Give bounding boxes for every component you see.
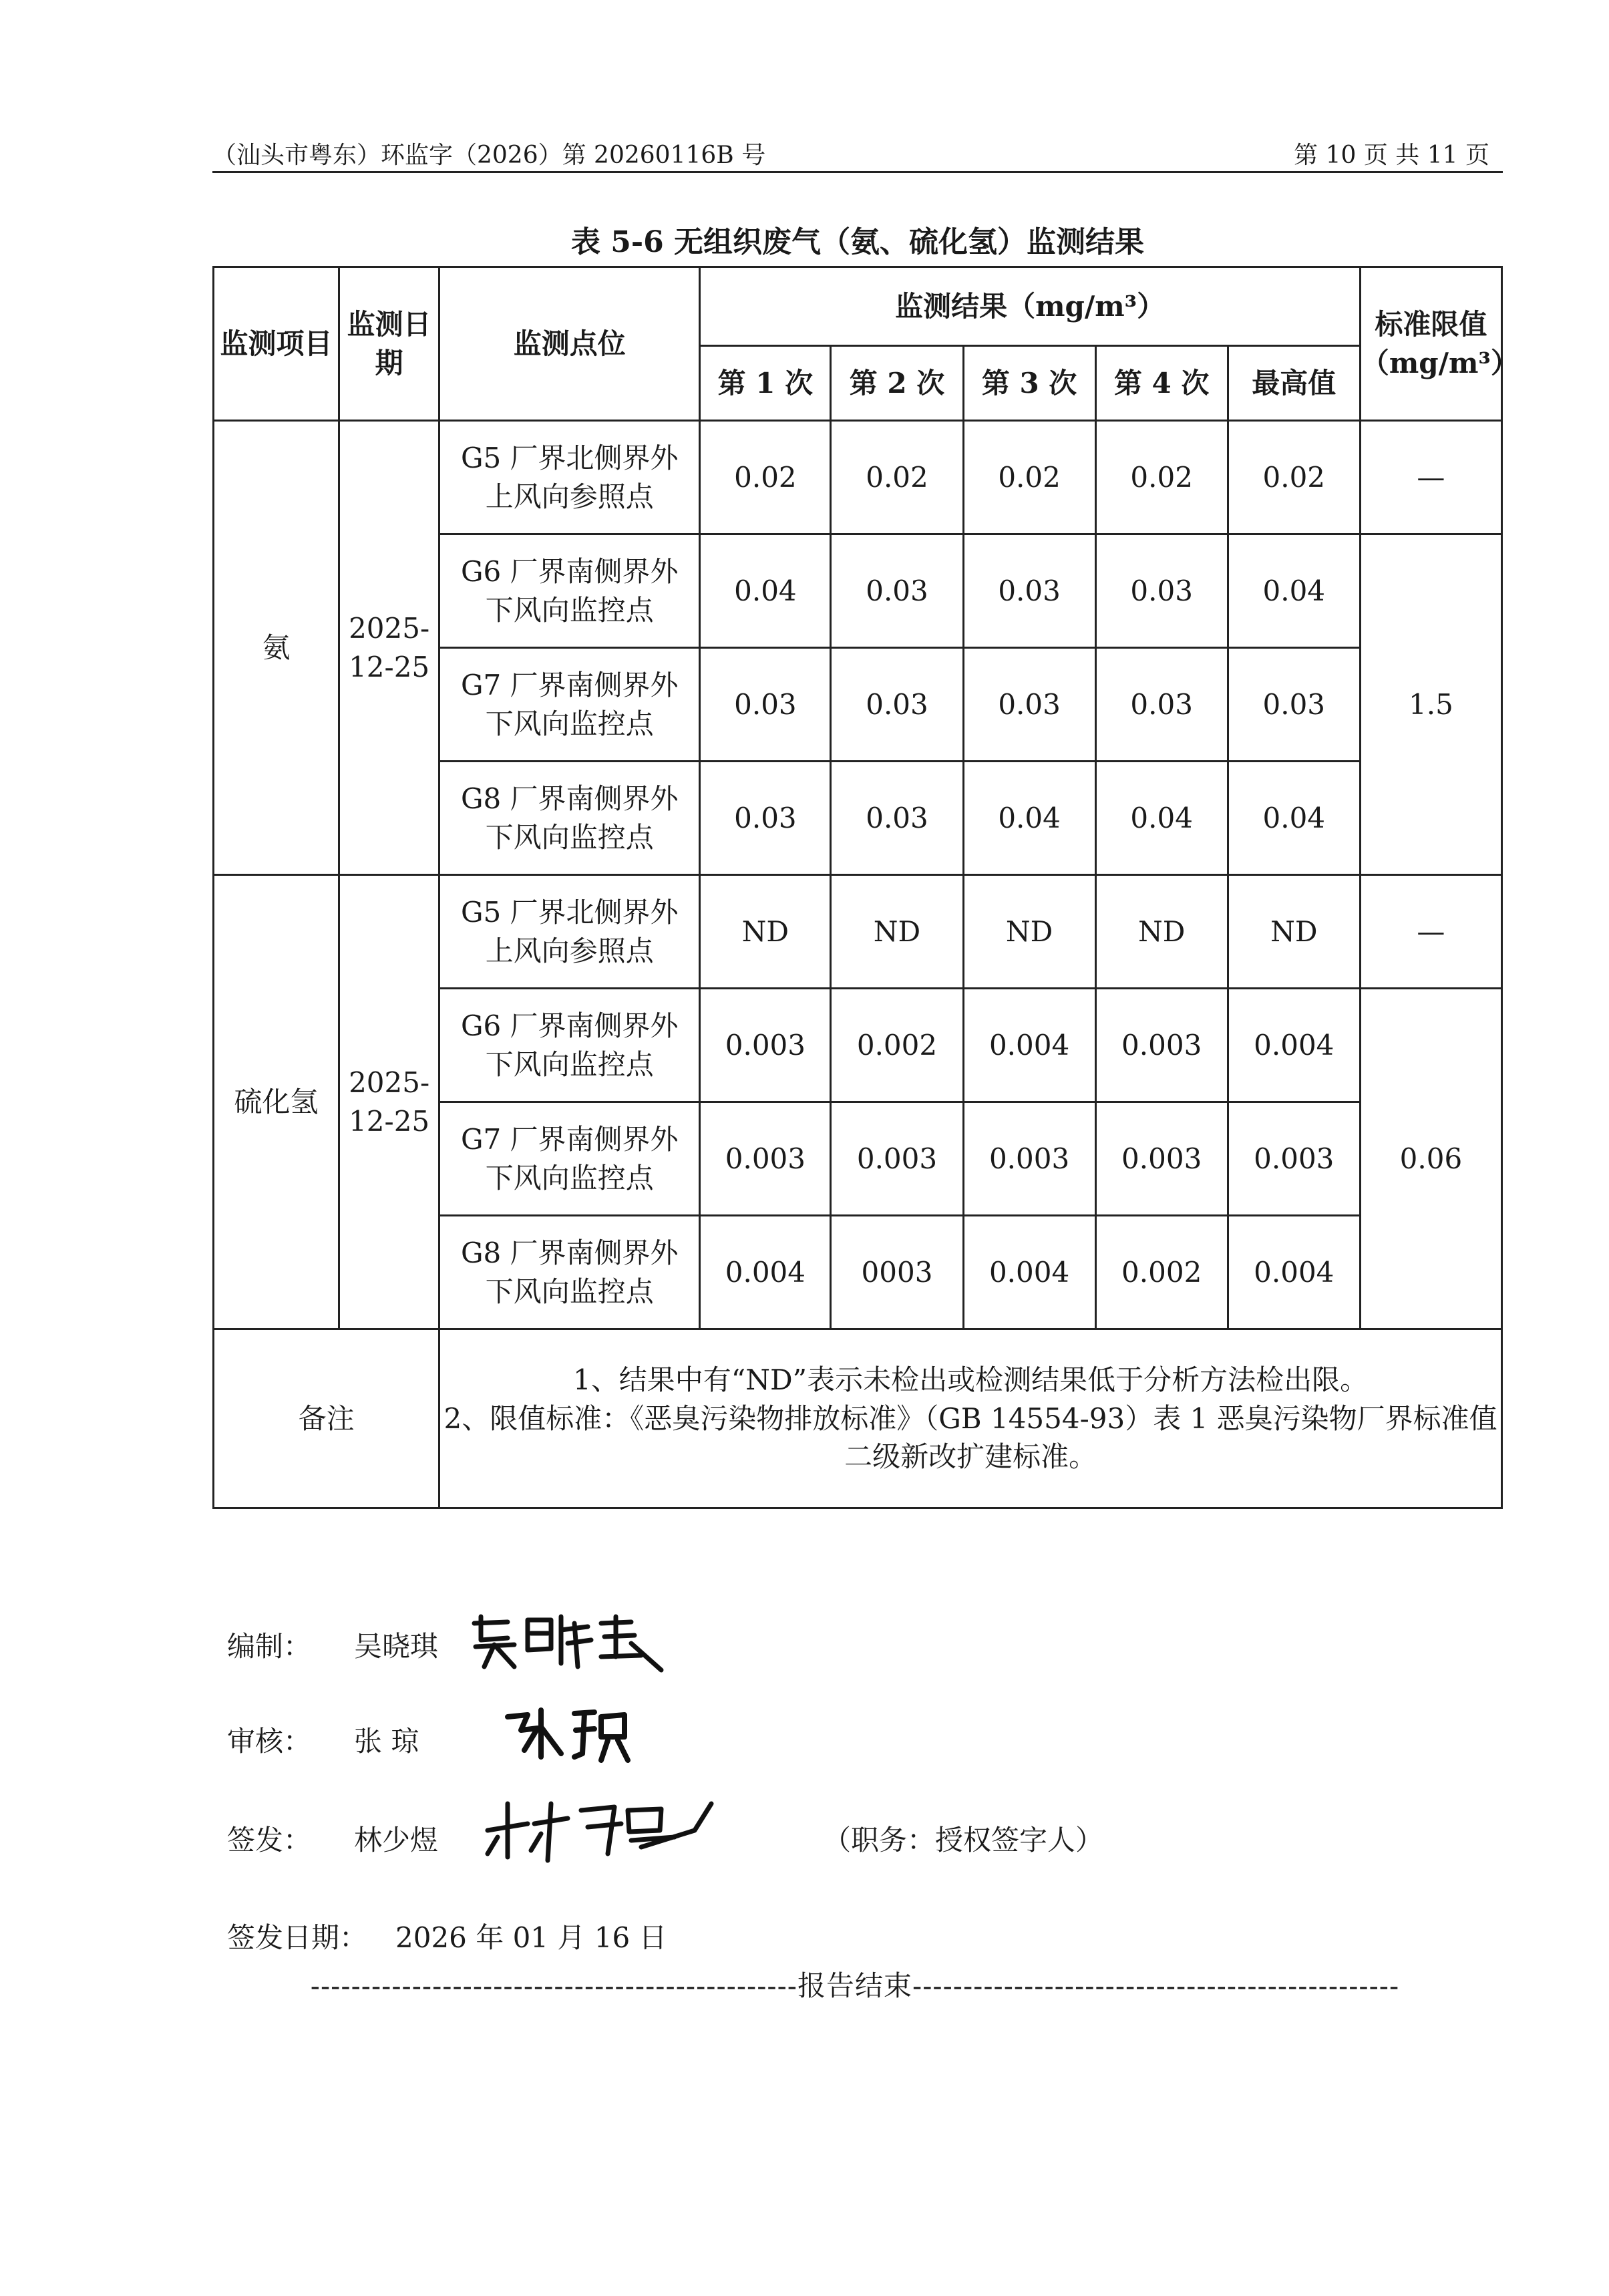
point-cell: G8 厂界南侧界外下风向监控点 (439, 762, 700, 875)
value-cell: 0.003 (700, 989, 831, 1102)
header-round: 第 2 次 (831, 346, 963, 421)
value-cell: 0.004 (1228, 989, 1360, 1102)
value-cell: 0.04 (963, 762, 1095, 875)
value-cell: 0.03 (1228, 648, 1360, 762)
value-cell: 0.04 (1228, 762, 1360, 875)
report-end-text: 报告结束 (797, 1969, 912, 2002)
value-cell: 0.02 (700, 421, 831, 534)
report-end-line (227, 1964, 1483, 2004)
page-header (212, 134, 1503, 173)
issuer-signature (481, 1790, 721, 1870)
issue-date-label: 签发日期： (227, 1921, 368, 1954)
table-row (214, 421, 1502, 534)
value-cell: ND (831, 875, 963, 989)
end-dash-right: ------------------------------------------------ (912, 1969, 1400, 2002)
value-cell: ND (1228, 875, 1360, 989)
value-cell: 0.02 (963, 421, 1095, 534)
value-cell: 0.003 (963, 1102, 1095, 1216)
item-cell: 硫化氢 (214, 875, 339, 1329)
issuer-name: 林少煜 (354, 1824, 439, 1856)
issue-date-line (227, 1916, 667, 1956)
point-cell: G7 厂界南侧界外下风向监控点 (439, 1102, 700, 1216)
value-cell: 0.003 (700, 1102, 831, 1216)
reviewer-signature (501, 1700, 635, 1767)
value-cell: 0.03 (963, 648, 1095, 762)
value-cell: 0.002 (1095, 1216, 1228, 1329)
limit-cell: 0.06 (1360, 989, 1501, 1329)
limit-cell: 1.5 (1360, 534, 1501, 875)
limit-cell: — (1360, 421, 1501, 534)
value-cell: 0.03 (700, 648, 831, 762)
value-cell: 0.004 (700, 1216, 831, 1329)
compiler-label: 编制： (227, 1630, 312, 1663)
header-point: 监测点位 (439, 267, 700, 421)
header-round: 最高值 (1228, 346, 1360, 421)
compiler-line (227, 1625, 438, 1665)
document-number: （汕头市粤东）环监字（2026）第 20260116B 号 (212, 142, 766, 169)
value-cell: 0.004 (1228, 1216, 1360, 1329)
value-cell: 0.02 (831, 421, 963, 534)
header-results: 监测结果（mg/m³） (700, 267, 1361, 346)
value-cell: 0003 (831, 1216, 963, 1329)
point-cell: G8 厂界南侧界外下风向监控点 (439, 1216, 700, 1329)
point-cell: G7 厂界南侧界外下风向监控点 (439, 648, 700, 762)
remarks-label: 备注 (214, 1329, 439, 1508)
item-cell: 氨 (214, 421, 339, 875)
header-item: 监测项目 (214, 267, 339, 421)
value-cell: 0.03 (831, 534, 963, 648)
issuer-label: 签发： (227, 1824, 312, 1856)
end-dash-left: ------------------------------------------------ (310, 1969, 797, 2002)
remark-line: 1、结果中有“ND”表示未检出或检测结果低于分析方法检出限。 (573, 1363, 1369, 1396)
header-limit: 标准限值（mg/m³） (1360, 267, 1501, 421)
value-cell: ND (1095, 875, 1228, 989)
value-cell: 0.03 (700, 762, 831, 875)
value-cell: 0.003 (1095, 989, 1228, 1102)
value-cell: 0.02 (1095, 421, 1228, 534)
value-cell: 0.03 (963, 534, 1095, 648)
value-cell: 0.004 (963, 1216, 1095, 1329)
point-cell: G6 厂界南侧界外下风向监控点 (439, 989, 700, 1102)
page-number: 第 10 页 共 11 页 (1294, 142, 1489, 169)
value-cell: 0.04 (700, 534, 831, 648)
value-cell: 0.002 (831, 989, 963, 1102)
header-round: 第 1 次 (700, 346, 831, 421)
value-cell: 0.03 (1095, 534, 1228, 648)
header-round: 第 3 次 (963, 346, 1095, 421)
header-date: 监测日期 (339, 267, 439, 421)
issuer-line (227, 1818, 438, 1858)
value-cell: 0.03 (831, 762, 963, 875)
reviewer-name: 张 琼 (354, 1725, 419, 1758)
limit-cell: — (1360, 875, 1501, 989)
reviewer-label: 审核： (227, 1725, 312, 1758)
value-cell: 0.03 (1095, 648, 1228, 762)
date-cell: 2025-12-25 (339, 421, 439, 875)
table-title: 表 5-6 无组织废气（氨、硫化氢）监测结果 (570, 225, 1145, 259)
value-cell: ND (700, 875, 831, 989)
remark-line: 2、限值标准：《恶臭污染物排放标准》（GB 14554-93）表 1 恶臭污染物厂界标准值二级新改扩建标准。 (443, 1402, 1497, 1474)
remarks-content (439, 1329, 1502, 1508)
header-round: 第 4 次 (1095, 346, 1228, 421)
value-cell: 0.004 (963, 989, 1095, 1102)
value-cell: 0.003 (831, 1102, 963, 1216)
issue-date-value: 2026 年 01 月 16 日 (395, 1921, 667, 1954)
issuer-role: （职务：授权签字人） (823, 1824, 1104, 1856)
point-cell: G5 厂界北侧界外上风向参照点 (439, 421, 700, 534)
compiler-name: 吴晓琪 (354, 1630, 439, 1663)
value-cell: 0.04 (1095, 762, 1228, 875)
monitoring-results-table (212, 266, 1519, 1509)
compiler-signature (468, 1603, 668, 1677)
reviewer-line (227, 1719, 419, 1760)
value-cell: 0.003 (1095, 1102, 1228, 1216)
point-cell: G6 厂界南侧界外下风向监控点 (439, 534, 700, 648)
table-row (214, 875, 1502, 989)
value-cell: 0.03 (831, 648, 963, 762)
point-cell: G5 厂界北侧界外上风向参照点 (439, 875, 700, 989)
value-cell: ND (963, 875, 1095, 989)
value-cell: 0.04 (1228, 534, 1360, 648)
date-cell: 2025-12-25 (339, 875, 439, 1329)
value-cell: 0.02 (1228, 421, 1360, 534)
value-cell: 0.003 (1228, 1102, 1360, 1216)
